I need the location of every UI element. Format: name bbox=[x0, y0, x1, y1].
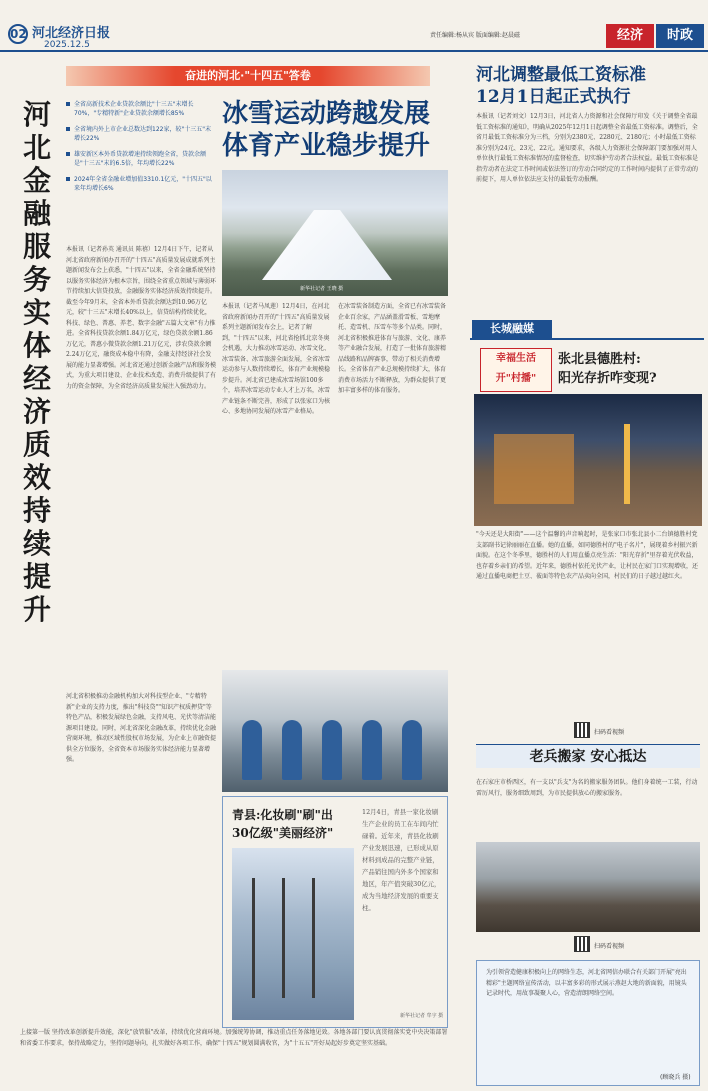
snow-slope bbox=[262, 210, 392, 280]
issue-date: 2025.12.5 bbox=[44, 40, 90, 50]
qr-code-label: 扫码看视频 bbox=[594, 943, 625, 950]
lamp-shape bbox=[624, 424, 630, 504]
brush-production-photo bbox=[232, 848, 354, 1020]
brush-pole bbox=[312, 878, 315, 998]
worker-shape bbox=[322, 720, 342, 780]
headline-char: 务 bbox=[22, 263, 51, 296]
column-bar bbox=[470, 318, 704, 340]
headline-char: 提 bbox=[22, 560, 51, 593]
highlight-item: 2024年全省金融业增加值3310.1亿元，"十四五"以来年均增长6% bbox=[66, 175, 216, 193]
headline-char: 实 bbox=[22, 296, 51, 329]
veteran-headline[interactable]: 老兵搬家 安心抵达 bbox=[476, 744, 700, 768]
article-column: 在冰雪装备制造方面，全省已有冰雪装备企业百余家，产品涵盖滑雪板、雪地摩托、造雪机、压雪车等多个品类。同时，河北省积极推进体育与旅游、文化、康养等产业融合发展，打造了一批体育旅游精品线路和品牌赛事，带动了相关消费增长。全省体育产业总规模持续扩大，体育消费市场活力不断释放，为群众提供了更加丰富多样的体育服务。 bbox=[338, 303, 446, 394]
section-tab-politics: 时政 bbox=[656, 24, 704, 48]
brush-pole bbox=[252, 878, 255, 998]
wage-headline-line: 12月1日起正式执行 bbox=[476, 87, 631, 107]
editors-line: 责任编辑:杨从宾 版面编辑:赵晨磁 bbox=[430, 32, 520, 39]
headline-char: 河 bbox=[22, 98, 51, 131]
ski-resort-photo bbox=[222, 170, 448, 296]
highlight-item: 全省境内外上市企业总数达到122家，较"十三五"末增长22% bbox=[66, 125, 216, 143]
qr-code-icon[interactable] bbox=[574, 936, 590, 952]
village-headline-line: 阳光存折咋变现? bbox=[558, 371, 657, 386]
worker-shape bbox=[402, 720, 422, 780]
village-headline[interactable] bbox=[558, 350, 702, 388]
village-article-body: "今天还是大阳街"——这个温馨的声音响起时，是张家口市张北县小二台镇德胜村党支部副书记徐丽丽在直播。她的直播，如同德胜村的"电子名片"，展现着乡村振兴新面貌。在这个冬季里，德胜村的人们用直播点亮生活："阳光存折"里存着光伏收益，也存着乡亲们的希望。近年来，德胜村依托光伏产业，让村民在家门口实现增收，还通过直播电商把土豆、莜面等特色农产品卖向全国，村民们的日子越过越红火。 bbox=[476, 531, 699, 580]
vertical-headline bbox=[20, 98, 54, 626]
qr-code-label: 扫码看视频 bbox=[594, 729, 625, 736]
headline-char: 持 bbox=[22, 494, 51, 527]
kicker-box bbox=[480, 348, 552, 392]
highlights-list bbox=[66, 100, 216, 200]
headline-char: 质 bbox=[22, 428, 51, 461]
worker-shape bbox=[282, 720, 302, 780]
kicker-line: 开"村播" bbox=[495, 373, 537, 384]
notice-signature: (顾晓兵 摄) bbox=[660, 1074, 691, 1081]
building-shape bbox=[494, 434, 574, 504]
headline-char: 北 bbox=[22, 131, 51, 164]
headline-char: 服 bbox=[22, 230, 51, 263]
worker-shape bbox=[242, 720, 262, 780]
headline-char: 济 bbox=[22, 395, 51, 428]
column-label: 长城融媒 bbox=[472, 320, 552, 338]
article-column-bottom: 上接第一版 坚持改革创新提升效能，深化"放管服"改革，持续优化营商环境。加强统筹协调，推动重点任务落地见效。各地各部门要认真贯彻落实党中央决策部署和省委工作要求，保持战略定力，坚持问题导向，扎实做好各项工作，确保"十四五"规划圆满收官，为"十五五"开好局起好步奠定坚实基础。 bbox=[20, 1029, 448, 1047]
article-column: 本报讯（记者马凤莲）12月4日，在河北省政府新闻办召开的"十四五"高质量发展系列主题新闻发布会上，记者了解到，"十四五"以来，河北省抢抓北京冬奥会机遇，大力推动冰雪运动、冰雪文化、冰雪装备、冰雪旅游全面发展，全省冰雪运动参与人数持续增长，体育产业规模稳步提升。河北省已建成冰雪场馆100多个，培养冰雪运动专业人才上万名，冰雪产业链条不断完善，形成了以张家口为核心、多地协同发展的冰雪产业格局。 bbox=[222, 303, 330, 415]
wage-article-body: 本报讯（记者刘文）12月3日，河北省人力资源和社会保障厅印发《关于调整全省最低工资标准的通知》，明确从2025年12月1日起调整全省最低工资标准。调整后，全省月最低工资标准分为三档，分别为2380元、2280元、2180元；小时最低工资标准分别为24元、23元、22元。通知要求，各级人力资源社会保障部门要加强对用人单位执行最低工资标准情况的监督检查，切实维护劳动者合法权益。最低工资标准是指劳动者在法定工作时间或依法签订的劳动合同约定的工作时间内提供了正常劳动的前提下，用人单位依法应支付的最低劳动报酬。 bbox=[476, 113, 699, 183]
topic-banner: 奋进的河北·"十四五"答卷 bbox=[66, 66, 430, 86]
lead-headline-line: 冰雪运动跨越发展 bbox=[222, 99, 431, 129]
highlight-item: 雄安新区本外币贷款增速持续领跑全省，贷款余额是"十三五"末的6.5倍，年均增长22% bbox=[66, 150, 216, 168]
notice-body: 为引领营造健康积极向上的网络生态，河北省网信办联合有关部门开展"亮出精彩"主题网络宣传活动，以丰富多彩的形式展示燕赵大地的新面貌，用镜头记录时代，用故事凝聚人心，营造清朗网络空间。 bbox=[486, 969, 687, 997]
factory-workers-photo bbox=[222, 670, 448, 792]
photo-story-body: 12月4日，青县一家化妆刷生产企业的员工在车间内忙碌着。近年来，青县化妆刷产业发展迅速，已形成从原材料到成品的完整产业链，产品销往国内外多个国家和地区，年产值突破30亿元，成为当地经济发展的重要支柱。 bbox=[362, 808, 441, 912]
photo-story-caption: 新华社记者 牟宇 摄 bbox=[400, 1013, 444, 1019]
village-night-photo bbox=[474, 394, 702, 526]
veteran-article-body: 在石家庄市桥西区，有一支以"兵支"为名的搬家服务团队。他们身着统一工装，行动雷厉风行，服务细致周到，为市民提供放心的搬家服务。 bbox=[476, 779, 698, 797]
headline-char: 升 bbox=[22, 593, 51, 626]
headline-char: 体 bbox=[22, 329, 51, 362]
lead-headline-line: 体育产业稳步提升 bbox=[222, 131, 431, 161]
brush-pole bbox=[282, 878, 285, 998]
worker-shape bbox=[362, 720, 382, 780]
highlight-item: 全省高新技术企业贷款余额比"十三五"末增长70%，"专精特新"企业贷款余额增长85% bbox=[66, 100, 216, 118]
section-tab-economy: 经济 bbox=[606, 24, 654, 48]
headline-char: 经 bbox=[22, 362, 51, 395]
kicker-line: 幸福生活 bbox=[496, 353, 536, 364]
photo-story-headline-line: 30亿级"美丽经济" bbox=[232, 826, 334, 840]
wage-headline[interactable] bbox=[476, 64, 700, 108]
masthead: 河北经济日报 bbox=[32, 26, 111, 41]
photo-story-headline-line: 青县:化妆刷"刷"出 bbox=[232, 808, 333, 822]
lead-headline[interactable] bbox=[222, 98, 452, 162]
wage-headline-line: 河北调整最低工资标准 bbox=[476, 65, 646, 85]
village-headline-line: 张北县德胜村: bbox=[558, 352, 641, 367]
headline-char: 融 bbox=[22, 197, 51, 230]
page-header bbox=[0, 0, 708, 52]
qr-code-icon[interactable] bbox=[574, 722, 590, 738]
headline-char: 效 bbox=[22, 461, 51, 494]
article-column: 河北省积极推动金融机构加大对科技型企业、"专精特新"企业的支持力度，推出"科技贷""知识产权质押贷"等特色产品，积极发展绿色金融，支持风电、光伏等清洁能源项目建设。同时，河北省深化金融改革，持续优化金融营商环境，推动区域性股权市场发展，为企业上市融资提供全方位服务，全省资本市场服务实体经济能力显著增强。 bbox=[66, 693, 216, 763]
lead-photo-caption: 新华社记者 王晓 摄 bbox=[300, 286, 344, 292]
headline-char: 续 bbox=[22, 527, 51, 560]
photo-story-headline[interactable] bbox=[232, 806, 356, 842]
moving-team-photo bbox=[476, 842, 700, 932]
headline-char: 金 bbox=[22, 164, 51, 197]
article-column: 本报讯（记者孙英 通讯员 陈禧）12月4日下午，记者从河北省政府新闻办召开的"十四五"高质量发展成就系列主题新闻发布会上获悉，"十四五"以来，全省金融系统坚持以服务实体经济为根本宗旨，围绕全省重点领域与薄弱环节持续加大信贷投放，金融服务实体经济质效持续提升。截至今年9月末，全省本外币贷款余额达到10.96万亿元，较"十三五"末增长40%以上，信贷结构持续优化，科技、绿色、普惠、养老、数字金融"五篇大文章"有力推进。全省科技贷款余额1.84万亿元，绿色贷款余额1.86万亿元，普惠小微贷款余额1.21万亿元，涉农贷款余额2.24万亿元，融资成本稳中有降，金融支持经济社会发展的能力显著增强。河北省还通过创新金融产品和服务模式，为重大项目建设、企业技术改造、消费升级提供了有力的资金保障，为全省经济高质量发展注入强劲动力。 bbox=[66, 246, 216, 390]
page-number: 02 bbox=[8, 24, 28, 44]
